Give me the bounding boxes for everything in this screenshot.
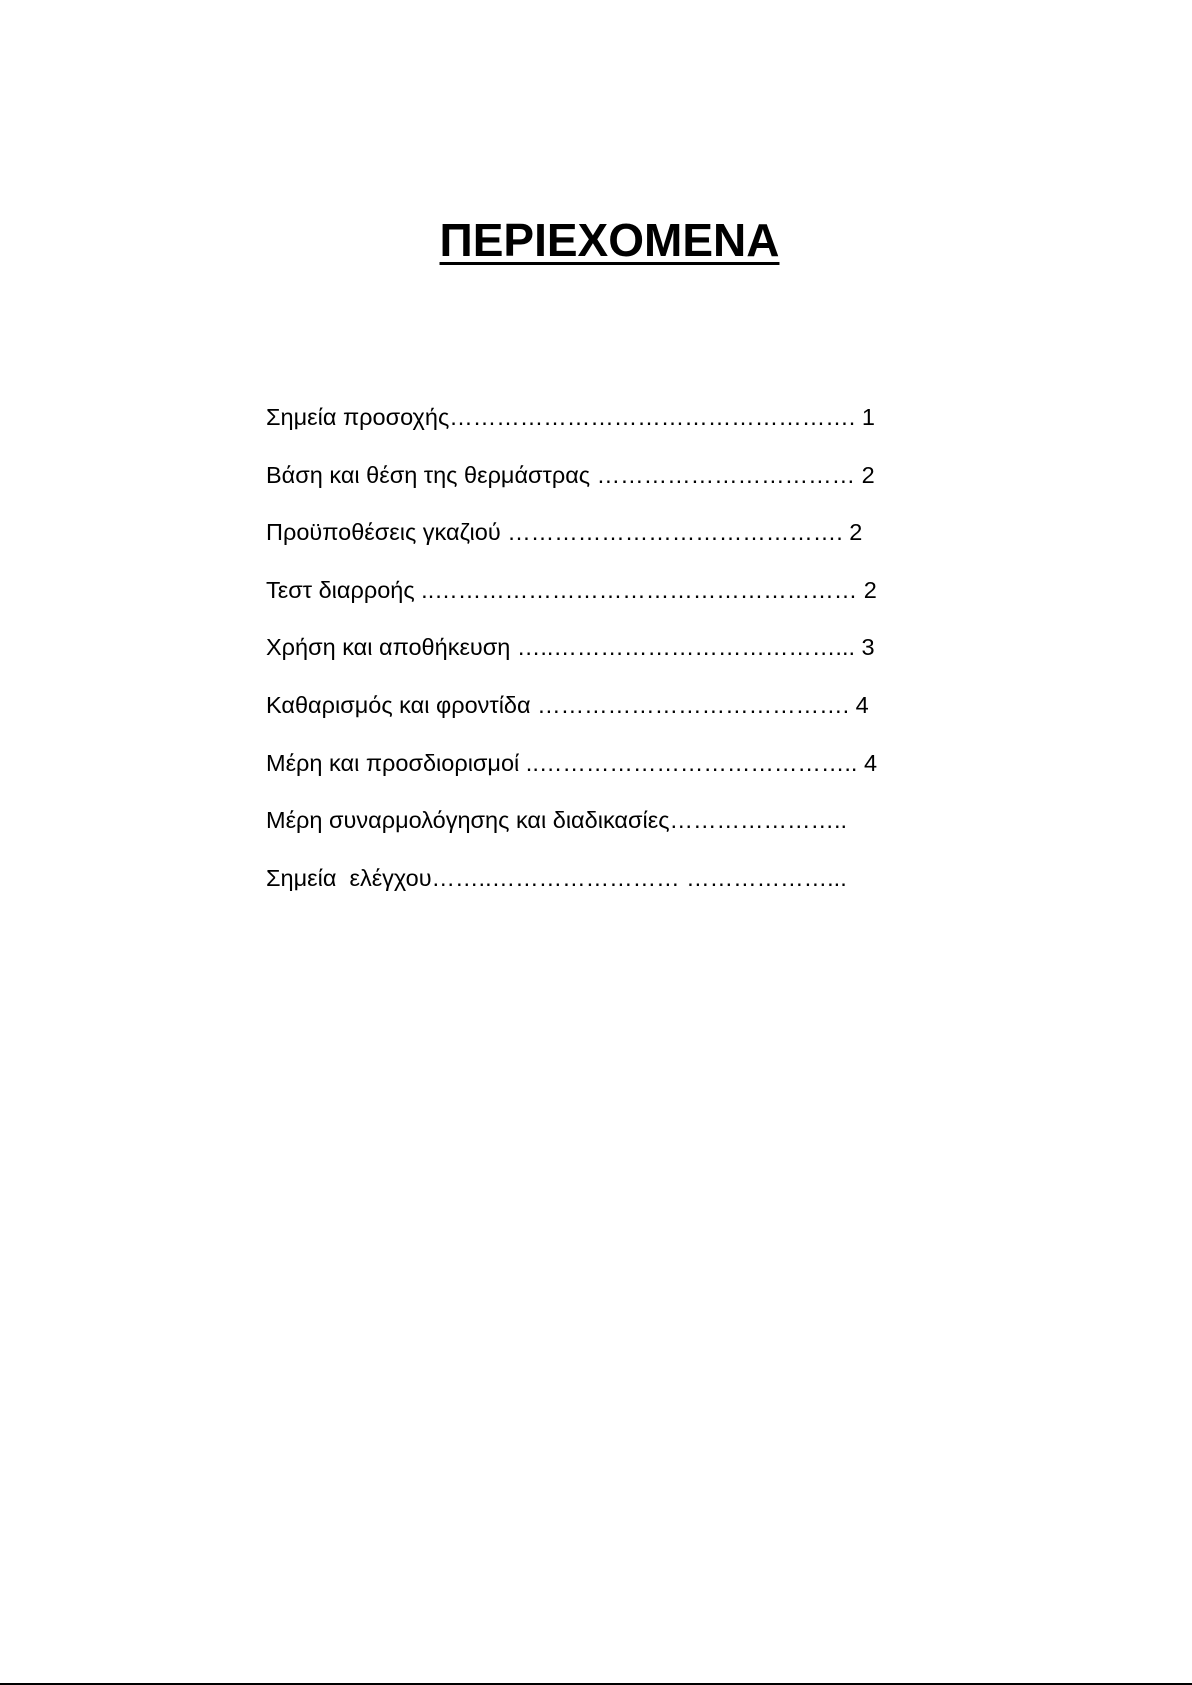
toc-entry: Χρήση και αποθήκευση …..………………………………... 3 (266, 634, 875, 661)
toc-entry: Μέρη και προσδιορισμοί ..………………………………….. 4 (266, 749, 878, 776)
table-of-contents (266, 400, 877, 918)
toc-entry: Σημεία προσοχής……………………………………………. 1 (266, 404, 875, 430)
toc-entry: Βάση και θέση της θερμάστρας …………………………… 2 (266, 461, 875, 488)
toc-entry: Τεστ διαρροής ..……………………………………………… 2 (266, 576, 877, 603)
toc-entry: Καθαρισμός και φροντίδα …………………………………. 4 (266, 691, 869, 718)
page-title (0, 212, 1192, 268)
toc-entry: Προϋποθέσεις γκαζιού ……………………………………. 2 (266, 519, 863, 546)
toc-entry: Μέρη συναρμολόγησης και διαδικασίες………………….. (266, 807, 848, 834)
page-title-text: ΠΕΡΙΕΧΟΜΕΝΑ (439, 214, 780, 266)
toc-entry: Σημεία ελέγχου……..…………………… ………………... (266, 864, 847, 891)
